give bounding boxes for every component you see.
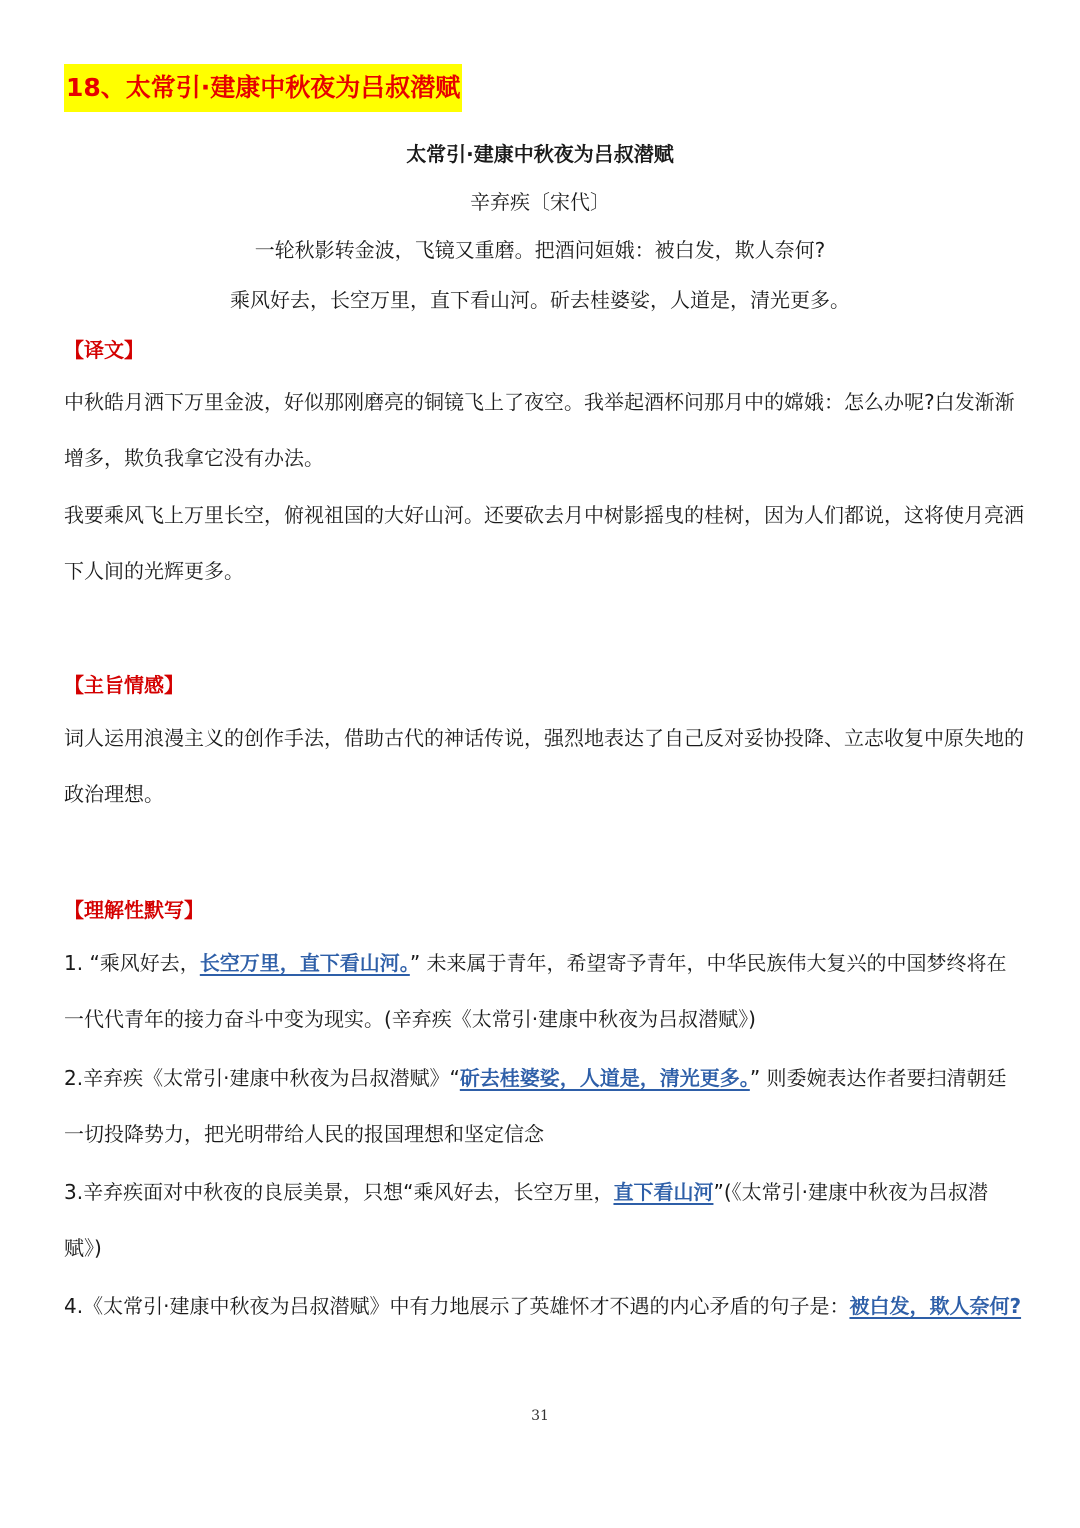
poem-line-2: 乘风好去，长空万里，直下看山河。斫去桂婆娑，人道是，清光更多。 (230, 288, 850, 312)
poem-title: 太常引·建康中秋夜为吕叔潜赋 (406, 142, 674, 166)
dictation-item-2 (64, 1050, 1024, 1162)
dictation-item-1 (64, 935, 1024, 1047)
question-text: 1. “乘风好去， (64, 951, 200, 975)
question-text: 3.辛弃疾面对中秋夜的良辰美景，只想“乘风好去，长空万里， (64, 1180, 614, 1204)
page-number: 31 (531, 1408, 549, 1424)
question-text: ” 则委婉表达作者要扫清朝廷一切投降势力，把光明带给人民的报国理想和坚定信念 (64, 1066, 1007, 1146)
poem-author: 辛弃疾〔宋代〕 (470, 190, 610, 214)
theme-paragraph: 词人运用浪漫主义的创作手法，借助古代的神话传说，强烈地表达了自己反对妥协投降、立志收复中原失地的政治理想。 (64, 726, 1024, 806)
question-text: ” 未来属于青年，希望寄予青年，中华民族伟大复兴的中国梦终将在一代代青年的接力奋斗中变为现实。(辛弃疾《太常引·建康中秋夜为吕叔潜赋》) (64, 951, 1007, 1031)
answer-text: 被白发，欺人奈何? (849, 1294, 1022, 1318)
question-text: ”(《太常引·建康中秋夜为吕叔潜赋》) (64, 1180, 988, 1260)
translation-label: 【译文】 (64, 338, 144, 362)
section-heading: 18、太常引·建康中秋夜为吕叔潜赋 (64, 64, 462, 112)
question-text: 2.辛弃疾《太常引·建康中秋夜为吕叔潜赋》“ (64, 1066, 460, 1090)
answer-text: 斫去桂婆娑，人道是，清光更多。 (459, 1066, 750, 1090)
dictation-label: 【理解性默写】 (64, 898, 204, 922)
translation-paragraph-1: 中秋皓月洒下万里金波，好似那刚磨亮的铜镜飞上了夜空。我举起酒杯问那月中的嫦娥：怎么办呢?白发渐渐增多，欺负我拿它没有办法。 (64, 390, 1015, 470)
translation-paragraph-2: 我要乘风飞上万里长空，俯视祖国的大好山河。还要砍去月中树影摇曳的桂树，因为人们都说，这将使月亮洒下人间的光辉更多。 (64, 503, 1024, 583)
question-text: 4.《太常引·建康中秋夜为吕叔潜赋》中有力地展示了英雄怀才不遇的内心矛盾的句子是： (64, 1294, 850, 1318)
answer-text: 长空万里，直下看山河。 (199, 951, 410, 975)
theme-label: 【主旨情感】 (64, 673, 184, 697)
poem-line-1: 一轮秋影转金波，飞镜又重磨。把酒问姮娥：被白发，欺人奈何? (254, 238, 826, 262)
dictation-item-4 (64, 1278, 1024, 1334)
answer-text: 直下看山河 (613, 1180, 714, 1204)
dictation-item-3 (64, 1164, 1024, 1276)
